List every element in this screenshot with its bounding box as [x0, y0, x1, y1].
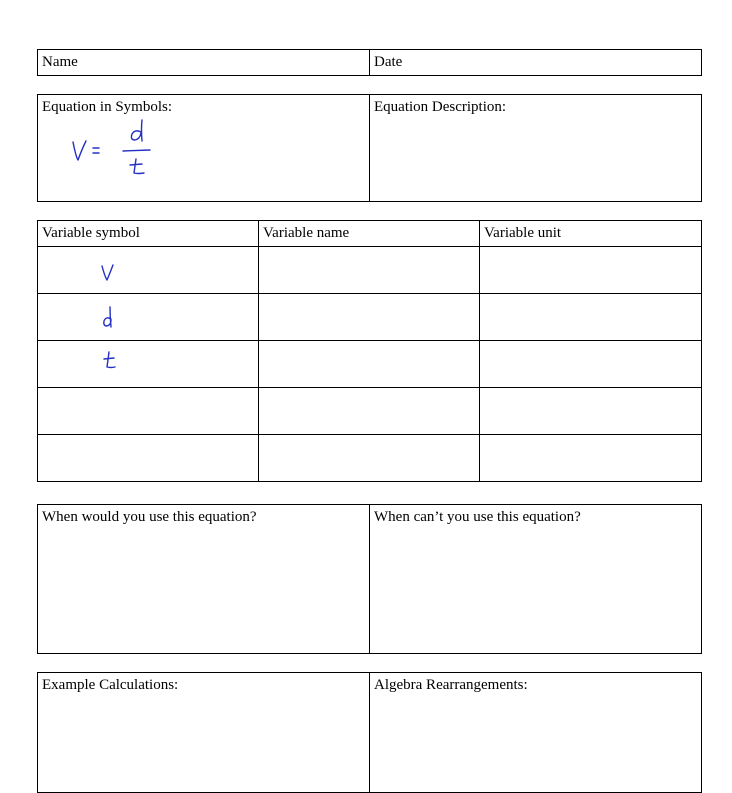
handwritten-equation	[68, 117, 168, 187]
variable-unit-header	[480, 221, 702, 247]
variable-symbol-cell[interactable]	[38, 388, 259, 435]
handwritten-symbol-v	[98, 263, 118, 285]
variable-symbol-cell[interactable]	[38, 341, 259, 388]
examples-table	[37, 672, 702, 793]
when-use-cell[interactable]	[38, 505, 370, 654]
variable-name-cell[interactable]	[259, 388, 480, 435]
date-label: Date	[374, 54, 403, 70]
table-row	[38, 388, 702, 435]
variables-table	[37, 220, 702, 482]
variable-symbol-header-label: Variable symbol	[42, 225, 140, 241]
variable-symbol-header	[38, 221, 259, 247]
variable-name-cell[interactable]	[259, 435, 480, 482]
name-label: Name	[42, 54, 78, 70]
name-date-table	[37, 49, 702, 76]
variable-unit-cell[interactable]	[480, 388, 702, 435]
usage-table	[37, 504, 702, 654]
variable-name-cell[interactable]	[259, 294, 480, 341]
variable-unit-cell[interactable]	[480, 341, 702, 388]
table-row	[38, 294, 702, 341]
example-calculations-cell[interactable]	[38, 673, 370, 793]
variable-unit-cell[interactable]	[480, 294, 702, 341]
name-field[interactable]	[38, 50, 370, 76]
example-calculations-label: Example Calculations:	[42, 677, 179, 693]
variable-unit-header-label: Variable unit	[484, 225, 562, 241]
variable-name-header	[259, 221, 480, 247]
variable-symbol-cell[interactable]	[38, 294, 259, 341]
variable-symbol-cell[interactable]	[38, 435, 259, 482]
variable-unit-cell[interactable]	[480, 247, 702, 294]
variable-symbol-cell[interactable]	[38, 247, 259, 294]
variable-unit-cell[interactable]	[480, 435, 702, 482]
equation-symbols-label: Equation in Symbols:	[42, 99, 173, 115]
handwritten-symbol-t	[100, 349, 120, 373]
table-row	[38, 341, 702, 388]
equation-description-cell[interactable]	[370, 95, 702, 202]
equation-symbols-cell[interactable]	[38, 95, 370, 202]
handwritten-symbol-d	[98, 304, 118, 330]
variable-name-header-label: Variable name	[263, 225, 350, 241]
when-use-label: When would you use this equation?	[42, 509, 257, 525]
table-row	[38, 247, 702, 294]
variable-name-cell[interactable]	[259, 247, 480, 294]
equation-description-label: Equation Description:	[374, 99, 507, 115]
algebra-rearrangements-cell[interactable]	[370, 673, 702, 793]
equation-table	[37, 94, 702, 202]
algebra-rearrangements-label: Algebra Rearrangements:	[374, 677, 528, 693]
table-row	[38, 435, 702, 482]
variables-header-row	[38, 221, 702, 247]
variable-name-cell[interactable]	[259, 341, 480, 388]
date-field[interactable]	[370, 50, 702, 76]
when-not-use-cell[interactable]	[370, 505, 702, 654]
when-not-use-label: When can’t you use this equation?	[374, 509, 581, 525]
